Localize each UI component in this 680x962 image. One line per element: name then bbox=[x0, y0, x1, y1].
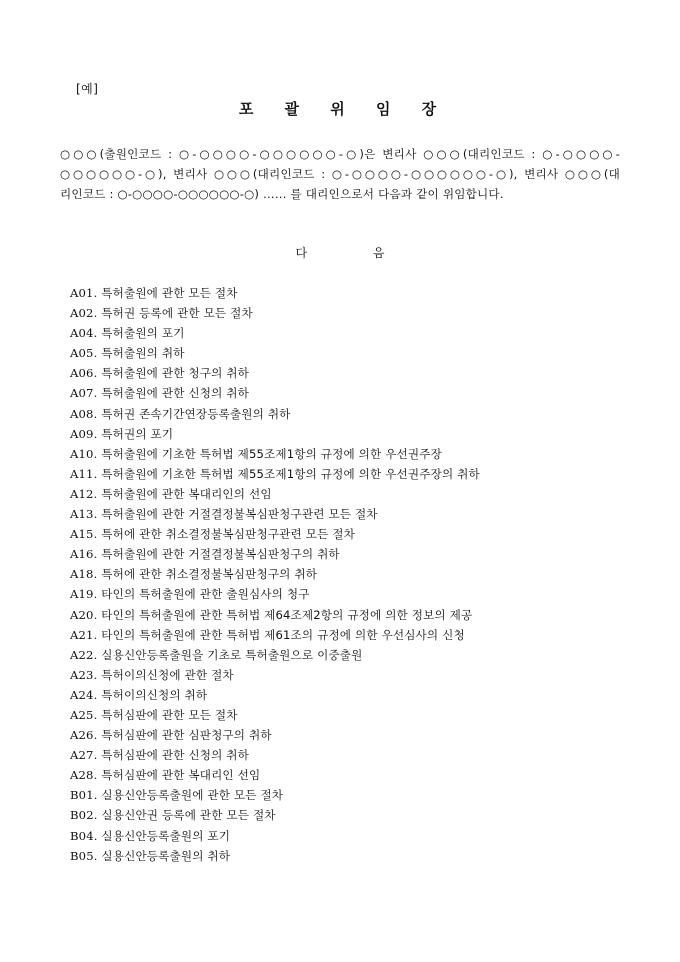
list-item bbox=[70, 544, 480, 564]
list-item bbox=[70, 785, 480, 805]
list-item bbox=[70, 765, 480, 785]
section-heading-left: 다 bbox=[295, 246, 308, 260]
list-item-code: B05. bbox=[70, 848, 98, 863]
list-item-code: A04. bbox=[70, 326, 98, 341]
list-item-text: 타인의 특허출원에 관한 출원심사의 청구 bbox=[101, 587, 310, 602]
delegation-item-list bbox=[70, 283, 480, 866]
list-item bbox=[70, 524, 480, 544]
list-item-code: A06. bbox=[70, 366, 98, 381]
list-item-text: 실용신안등록출원의 포기 bbox=[101, 828, 231, 843]
list-item bbox=[70, 303, 480, 323]
list-item bbox=[70, 424, 480, 444]
list-item-text: 특허심판에 관한 심판청구의 취하 bbox=[101, 728, 272, 743]
list-item-code: A21. bbox=[70, 627, 98, 642]
list-item-text: 특허출원에 기초한 특허법 제55조제1항의 규정에 의한 우선권주장 bbox=[101, 446, 442, 461]
list-item-code: B02. bbox=[70, 808, 98, 823]
list-item-code: A08. bbox=[70, 406, 98, 421]
list-item-text: 특허출원에 기초한 특허법 제55조제1항의 규정에 의한 우선권주장의 취하 bbox=[101, 466, 480, 481]
list-item-code: A12. bbox=[70, 486, 98, 501]
list-item-code: A11. bbox=[70, 466, 98, 481]
list-item-code: A22. bbox=[70, 647, 98, 662]
list-item bbox=[70, 444, 480, 464]
section-heading bbox=[0, 244, 680, 261]
section-heading-right: 음 bbox=[372, 246, 385, 260]
list-item-code: A01. bbox=[70, 286, 98, 300]
list-item-text: 특허출원에 관한 거절결정불복심판청구관련 모든 절차 bbox=[101, 507, 378, 522]
list-item-code: A16. bbox=[70, 547, 98, 562]
list-item bbox=[70, 343, 480, 363]
list-item-code: A24. bbox=[70, 687, 98, 702]
list-item bbox=[70, 383, 480, 403]
intro-line: ○○○○○○-○), 변리사 ○○○(대리인코드 : ○-○○○○-○○○○○○-○), 변리사 ○○○(대 bbox=[60, 167, 620, 181]
list-item bbox=[70, 323, 480, 343]
list-item-code: A02. bbox=[70, 306, 98, 321]
list-item-code: A23. bbox=[70, 667, 98, 682]
list-item bbox=[70, 584, 480, 604]
list-item-code: A15. bbox=[70, 527, 98, 542]
list-item-text: 타인의 특허출원에 관한 특허법 제64조제2항의 규정에 의한 정보의 제공 bbox=[101, 607, 473, 622]
list-item-text: 특허권 등록에 관한 모든 절차 bbox=[101, 306, 253, 321]
list-item bbox=[70, 745, 480, 765]
list-item bbox=[70, 846, 480, 866]
list-item-text: 특허심판에 관한 신청의 취하 bbox=[101, 748, 249, 763]
list-item-text: 실용신안등록출원에 관한 모든 절차 bbox=[101, 788, 284, 803]
list-item-text: 타인의 특허출원에 관한 특허법 제61조의 규정에 의한 우선심사의 신청 bbox=[101, 627, 465, 642]
list-item bbox=[70, 665, 480, 685]
example-tag: [예] bbox=[76, 82, 99, 96]
list-item-text: 실용신안등록출원의 취하 bbox=[101, 848, 231, 863]
list-item-code: A26. bbox=[70, 728, 98, 743]
list-item-text: 특허출원에 관한 신청의 취하 bbox=[101, 386, 249, 401]
list-item-text: 특허심판에 관한 모든 절차 bbox=[101, 707, 238, 722]
list-item-code: A19. bbox=[70, 587, 98, 602]
list-item bbox=[70, 705, 480, 725]
list-item-text: 실용신안권 등록에 관한 모든 절차 bbox=[101, 808, 276, 823]
list-item bbox=[70, 826, 480, 846]
list-item-code: A18. bbox=[70, 567, 98, 582]
list-item bbox=[70, 645, 480, 665]
intro-paragraph bbox=[60, 144, 620, 204]
list-item-text: 특허출원에 관한 모든 절차 bbox=[101, 286, 238, 300]
list-item-text: 특허권 존속기간연장등록출원의 취하 bbox=[101, 406, 291, 421]
list-item bbox=[70, 564, 480, 584]
list-item bbox=[70, 605, 480, 625]
list-item bbox=[70, 363, 480, 383]
list-item bbox=[70, 625, 480, 645]
list-item bbox=[70, 504, 480, 524]
list-item-text: 특허심판에 관한 복대리인 선임 bbox=[101, 768, 261, 783]
intro-line: 리인코드 : ○-○○○○-○○○○○○-○) …… 를 대리인으로서 다음과 같이 위임합니다. bbox=[60, 187, 504, 201]
list-item-code: B04. bbox=[70, 828, 98, 843]
list-item-text: 특허출원의 취하 bbox=[101, 346, 185, 361]
list-item-text: 특허출원에 관한 거절결정불복심판청구의 취하 bbox=[101, 547, 340, 562]
list-item-text: 특허권의 포기 bbox=[101, 426, 174, 441]
list-item bbox=[70, 484, 480, 504]
list-item-text: 실용신안등록출원을 기초로 특허출원으로 이중출원 bbox=[101, 647, 363, 662]
list-item-code: A20. bbox=[70, 607, 98, 622]
list-item-text: 특허에 관한 취소결정불복심판청구관련 모든 절차 bbox=[101, 527, 355, 542]
list-item-text: 특허이의신청의 취하 bbox=[101, 687, 208, 702]
list-item bbox=[70, 805, 480, 825]
list-item-text: 특허출원에 관한 청구의 취하 bbox=[101, 366, 249, 381]
list-item-code: B01. bbox=[70, 788, 98, 803]
document-title: 포 괄 위 임 장 bbox=[238, 100, 450, 118]
list-item-code: A25. bbox=[70, 707, 98, 722]
list-item-code: A27. bbox=[70, 748, 98, 763]
list-item-code: A10. bbox=[70, 446, 98, 461]
list-item-code: A05. bbox=[70, 346, 98, 361]
list-item bbox=[70, 685, 480, 705]
intro-line: ○○○(출원인코드 : ○-○○○○-○○○○○○-○)은 변리사 ○○○(대리인코드 : ○-○○○○- bbox=[60, 147, 620, 161]
list-item-code: A09. bbox=[70, 426, 98, 441]
list-item bbox=[70, 404, 480, 424]
list-item-code: A13. bbox=[70, 507, 98, 522]
list-item-code: A07. bbox=[70, 386, 98, 401]
list-item-code: A28. bbox=[70, 768, 98, 783]
list-item bbox=[70, 725, 480, 745]
list-item-text: 특허이의신청에 관한 절차 bbox=[101, 667, 234, 682]
list-item bbox=[70, 464, 480, 484]
list-item bbox=[70, 283, 480, 303]
list-item-text: 특허에 관한 취소결정불복심판청구의 취하 bbox=[101, 567, 318, 582]
list-item-text: 특허출원에 관한 복대리인의 선임 bbox=[101, 486, 272, 501]
list-item-text: 특허출원의 포기 bbox=[101, 326, 185, 341]
